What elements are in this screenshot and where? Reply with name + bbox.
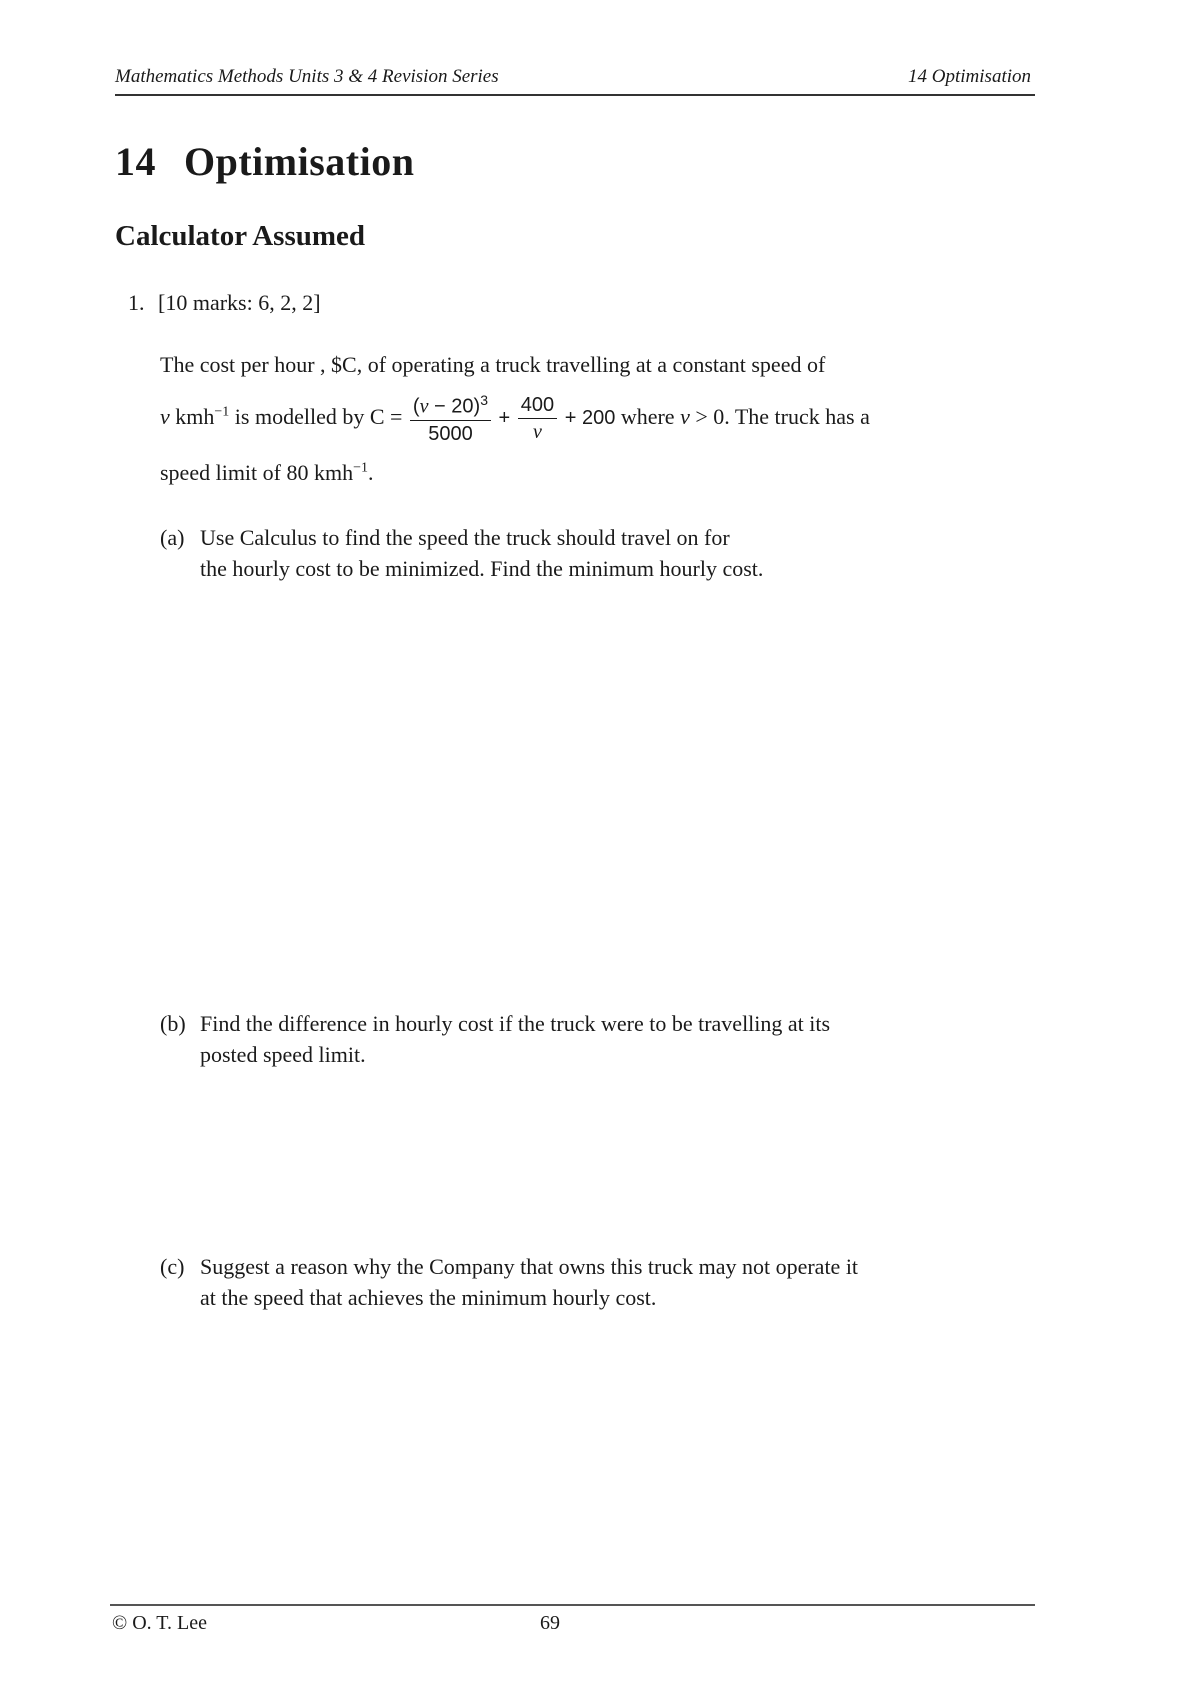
chapter-number: 14 [115,139,156,184]
fraction-reciprocal-denominator [518,419,557,444]
question-intro-line-1: The cost per hour , $C, of operating a truck travelling at a constant speed of [160,352,826,377]
numerator-exponent: 3 [480,392,488,408]
where-text: where [615,403,681,429]
footer-rule [110,1604,1035,1606]
speed-limit-exponent: −1 [353,460,368,476]
unit-kmh: kmh [169,403,215,429]
page-number: 69 [540,1612,560,1634]
plus-sign: + [492,406,516,429]
variable-v: v [160,403,170,429]
question-heading [128,290,321,316]
denominator-variable: v [533,420,542,443]
where-variable: v [680,403,690,429]
question-number: 1. [128,290,145,315]
section-title: Calculator Assumed [115,220,366,252]
numerator-rest: − 20) [428,395,481,418]
fraction-cubic-numerator [410,392,491,421]
part-label: (c) [160,1254,185,1279]
fraction-reciprocal-term [518,394,557,444]
fraction-cubic-denominator: 5000 [428,422,473,445]
part-label: (a) [160,525,185,550]
part-label: (b) [160,1011,186,1036]
chapter-name: Optimisation [184,139,415,184]
fraction-cubic-term [410,392,491,446]
constant-term: + 200 [559,406,616,429]
question-part-b [160,1008,830,1070]
part-text: the hourly cost to be minimized. Find the minimum hourly cost. [200,556,764,581]
question-intro-formula-line [160,392,870,452]
part-text: Suggest a reason why the Company that owns this truck may not operate it [200,1254,859,1279]
modelled-by-text: is modelled by C = [229,403,408,429]
chapter-title [115,138,414,185]
unit-exponent: −1 [214,404,230,420]
speed-limit-period: . [368,460,374,485]
header-series-title: Mathematics Methods Units 3 & 4 Revision Series [115,66,499,87]
question-marks: [10 marks: 6, 2, 2] [158,290,321,315]
footer-copyright: © O. T. Lee [112,1612,207,1634]
condition-text: > 0. The truck has a [689,403,870,429]
question-part-c [160,1251,858,1313]
question-intro-line-3 [160,460,374,486]
running-header [115,62,1035,96]
part-text: Use Calculus to find the speed the truck should travel on for [200,525,730,550]
part-text: Find the difference in hourly cost if the truck were to be travelling at its [200,1011,831,1036]
header-chapter-ref: 14 Optimisation [908,66,1031,87]
part-text: posted speed limit. [200,1042,366,1067]
part-text: at the speed that achieves the minimum hourly cost. [200,1285,657,1310]
fraction-reciprocal-numerator: 400 [518,394,557,419]
question-part-a [160,522,763,584]
speed-limit-text: speed limit of 80 kmh [160,460,354,485]
paren-open: ( [412,395,420,418]
numerator-variable: v [419,395,429,418]
